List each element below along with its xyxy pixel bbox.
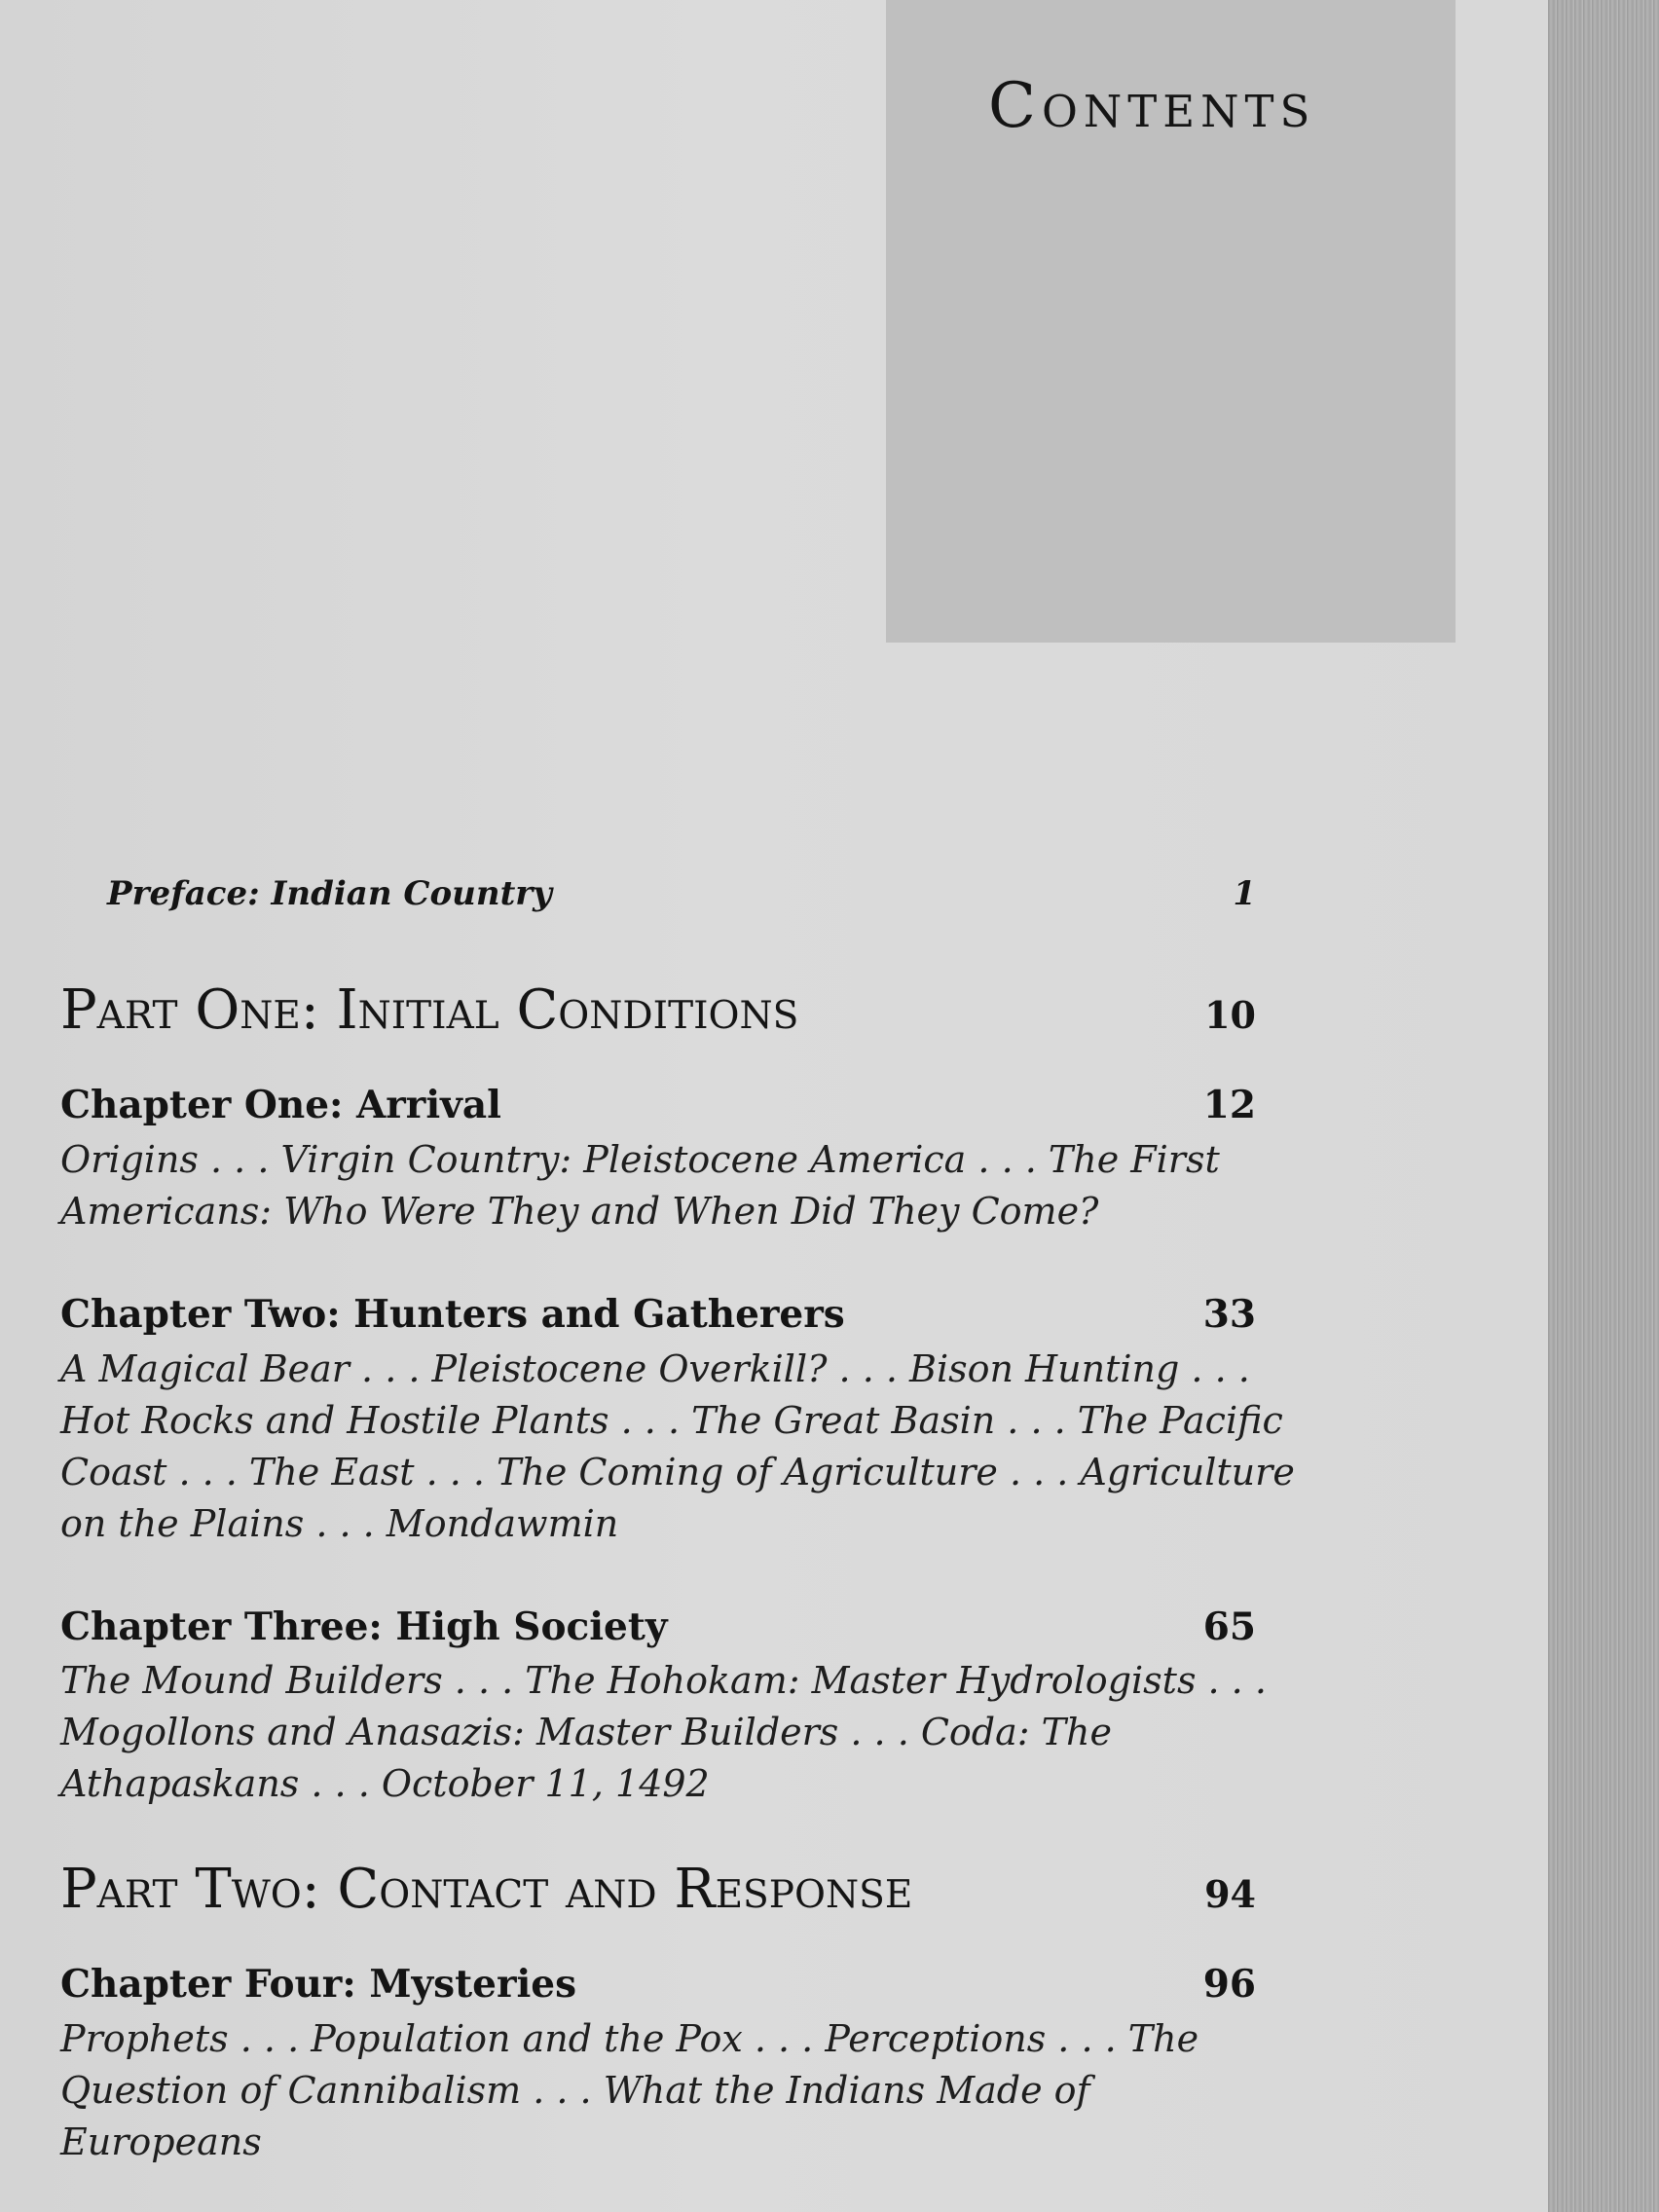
chapter-label: Chapter Two: Hunters and Gatherers: [60, 1292, 845, 1337]
chapter-label: Chapter Three: High Society: [60, 1604, 668, 1649]
chapter-heading: [60, 1962, 1256, 2007]
part-page-number: 10: [1204, 993, 1256, 1037]
chapter-summary: The Mound Builders . . . The Hohokam: Master Hydrologists . . . Mogollons and Anasazis: Master Builders . . . Coda: The Athapaskans . . . October 11, 1492: [60, 1659, 1267, 1805]
page-edge: [1548, 0, 1659, 2212]
part-label: Part Two: Contact and Response: [60, 1858, 913, 1921]
chapter-page-number: 96: [1202, 1962, 1256, 2007]
chapter-summary: Origins . . . Virgin Country: Pleistocene America . . . The First Americans: Who Were They and When Did They Come?: [60, 1138, 1220, 1233]
preface-entry: [107, 874, 1256, 913]
part-heading: [60, 978, 1256, 1042]
part-page-number: 94: [1204, 1872, 1256, 1916]
chapter-summary: A Magical Bear . . . Pleistocene Overkill? . . . Bison Hunting . . . Hot Rocks and Hostile Plants . . . The Great Basin . . . The Pacific Coast . . . The East . . . The Coming of Agriculture . . . Agriculture on the Plains . . . Mondawmin: [60, 1347, 1295, 1545]
chapter-heading: [60, 1083, 1256, 1127]
chapter-label: Chapter Four: Mysteries: [60, 1962, 577, 2007]
part-heading: [60, 1858, 1256, 1921]
page-title: Contents: [988, 70, 1316, 142]
preface-label: Preface: Indian Country: [107, 874, 552, 913]
chapter-label: Chapter One: Arrival: [60, 1083, 501, 1127]
chapter-heading: [60, 1292, 1256, 1337]
chapter-summary: Prophets . . . Population and the Pox . . . Perceptions . . . The Question of Cannibalism . . . What the Indians Made of Europeans: [60, 2017, 1199, 2163]
preface-page-number: 1: [1233, 874, 1256, 913]
chapter-page-number: 65: [1202, 1604, 1256, 1649]
chapter-page-number: 33: [1202, 1292, 1256, 1337]
part-label: Part One: Initial Conditions: [60, 978, 799, 1042]
chapter-page-number: 12: [1202, 1083, 1256, 1127]
chapter-heading: [60, 1604, 1256, 1649]
